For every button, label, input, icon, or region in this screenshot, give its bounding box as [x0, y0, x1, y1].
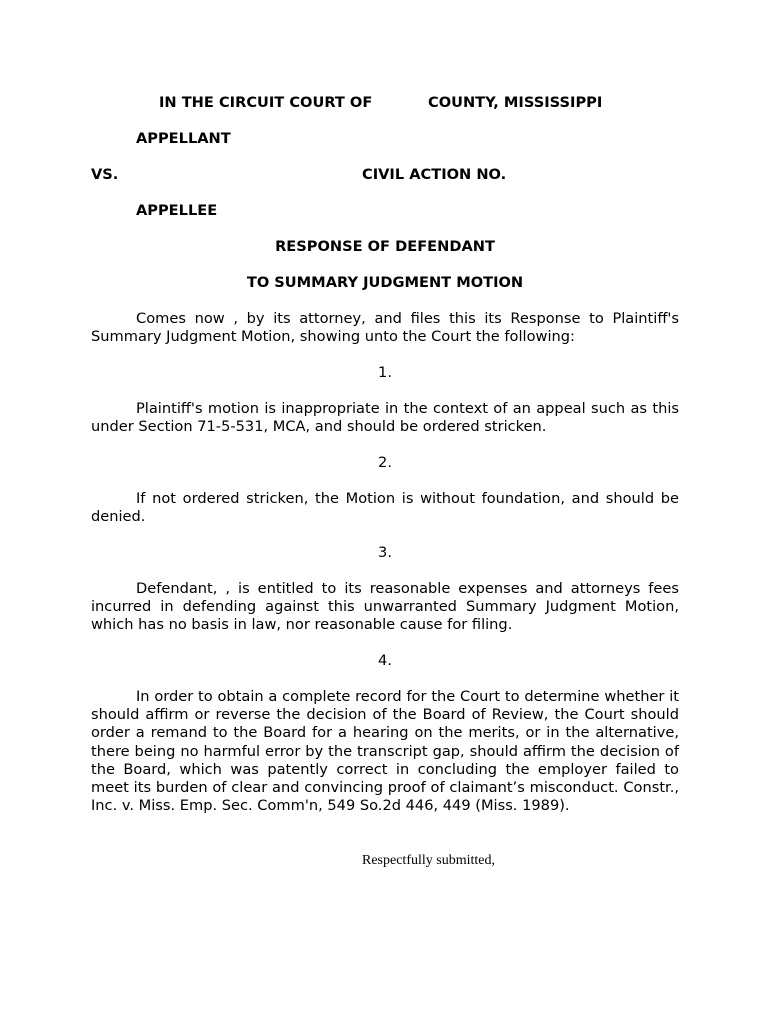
appellant-label: APPELLANT	[136, 130, 231, 147]
section-paragraph	[91, 400, 679, 436]
section-text: In order to obtain a complete record for the Court to determine whether it should affirm or reverse the decision of the Board of Review, the Court should order a remand to the Board for a hearing on the merits, or in the alternative, there being no harmful error by the transcript gap, should affirm the decision of the Board, which was patently correct in concluding the employer failed to meet its burden of clear and convincing proof of claimant’s misconduct. Constr., Inc. v. Miss. Emp. Sec. Comm'n, 549 So.2d 446, 449 (Miss. 1989).	[91, 688, 679, 815]
appellee-label: APPELLEE	[136, 202, 218, 219]
section-number: 2.	[378, 454, 392, 471]
section-text: Defendant, , is entitled to its reasonable expenses and attorneys fees incurred in defending against this unwarranted Summary Judgment Motion, which has no basis in law, nor reasonable cause for filing.	[91, 580, 679, 634]
section-paragraph	[91, 490, 679, 526]
section-text: If not ordered stricken, the Motion is without foundation, and should be denied.	[91, 490, 679, 526]
section-text: Plaintiff's motion is inappropriate in the context of an appeal such as this under Section 71-5-531, MCA, and should be ordered stricken.	[91, 400, 679, 436]
signoff: Respectfully submitted,	[362, 853, 495, 868]
civil-action-label: CIVIL ACTION NO.	[362, 166, 507, 183]
section-number: 4.	[378, 652, 392, 669]
document-title-line1: RESPONSE OF DEFENDANT	[275, 238, 495, 255]
section-paragraph	[91, 580, 679, 635]
section-number: 3.	[378, 544, 392, 561]
intro-text: Comes now , by its attorney, and files this its Response to Plaintiff's Summary Judgment Motion, showing unto the Court the following:	[91, 310, 679, 346]
section-paragraph	[91, 688, 679, 815]
vs-label: VS.	[91, 166, 119, 183]
section-number: 1.	[378, 364, 392, 381]
court-name-right: COUNTY, MISSISSIPPI	[428, 94, 603, 111]
document-title-line2: TO SUMMARY JUDGMENT MOTION	[246, 274, 524, 291]
intro-paragraph	[91, 310, 679, 346]
court-name-left: IN THE CIRCUIT COURT OF	[159, 94, 373, 111]
